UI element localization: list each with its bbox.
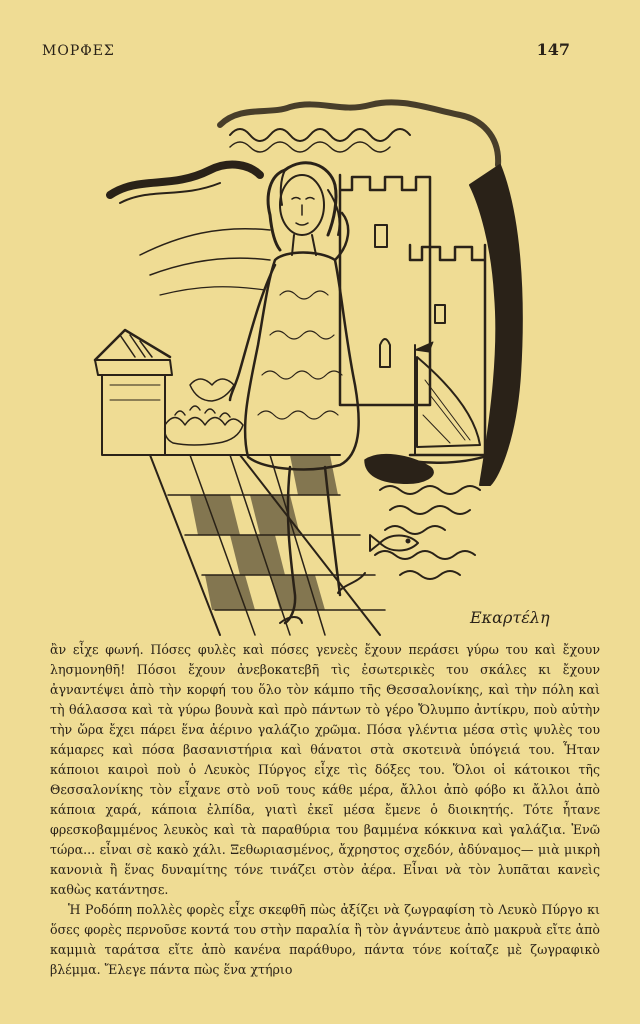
page-number: 147	[536, 40, 570, 59]
paragraph: Ἡ Ροδόπη πολλὲς φορὲς εἶχε σκεφθῆ πὼς ἀξίζει νὰ ζωγραφίση τὸ Λευκὸ Πύργο κι ὅσες φορὲς περνοῦσε κοντά του στὴν παραλία ἢ τὸν ἀγνάντευε ἀπὸ μακρυὰ εἴτε ἀπὸ καμμιὰ ταράτσα εἴτε ἀπὸ κανένα παράθυρο, πάντα τόνε κοίταζε μὲ ζωγραφικὸ βλέμμα. Ἔλεγε πάντα πὼς ἕνα χτήριο	[50, 902, 600, 977]
sea-waves	[375, 486, 480, 579]
page-header	[42, 40, 570, 59]
white-tower	[340, 175, 485, 455]
body-text	[50, 640, 600, 980]
paragraph: ἂν εἶχε φωνή. Πόσες φυλὲς καὶ πόσες γενεὲς ἔχουν περάσει γύρω του καὶ ἔχουν λησμονηθῆ! Πόσοι ἔχουν ἀνεβοκατεβῆ τὶς ἐσωτερικὲς του σκάλες κι ἔχουν ἀγναντέψει ἀπὸ τὴν κορφή του ὅλο τὸν κάμπο τῆς Θεσσαλονίκης, καὶ τὴν πόλη καὶ τὴ θάλασσα καὶ τὰ γύρω βουνὰ καὶ πρὸ πάντων τὸ γέρο Ὄλυμπο ἀντίκρυ, ποὺ αὐτὴν τὴν ὥρα ἔχει πάρει ἕνα ἀέρινο γαλάζιο χρῶμα. Πόσα γλέντια μέσα στὶς ψυλὲς του κάμαρες καὶ πόσα βασανιστήρια καὶ θάνατοι στὰ σκοτεινὰ ὑπόγειά του. Ἦταν κάποιοι καιροὶ ποὺ ὁ Λευκὸς Πύργος εἶχε τὶς δόξες του. Ὅλοι οἱ κάτοικοι τῆς Θεσσαλονίκης τὸν εἶχανε στὸ νοῦ τους κάθε μέρα, ἄλλοι ἀπὸ φόβο κι ἄλλοι ἀπὸ κάποια χαρά, κάποια ἐλπίδα, γιατὶ ἐκεῖ μέσα ἔμενε ὁ διοικητής. Τότε ἦτανε φρεσκοβαμμένος λευκὸς καὶ τὰ παραθύρια του βαμμένα κόκκινα καὶ γαλάζια. Ἐνῶ τώρα... εἶναι σὲ κακὸ χάλι. Ξεθωριασμένος, ἄχρηστος σχεδόν, ἀδύναμος— μιὰ μικρὴ κανονιὰ ἢ ἕνας δυναμίτης τόνε τινάζει στὸν ἀέρα. Εἶναι νὰ τὸν λυπᾶται κανεὶς καθὼς κατάντησε.	[50, 642, 600, 897]
hills	[110, 165, 260, 195]
fish	[370, 535, 418, 551]
checkered-floor	[150, 455, 385, 635]
flower-bushes	[165, 379, 243, 445]
sky-scribble	[220, 102, 498, 165]
sailboat	[390, 342, 490, 463]
kiosk	[95, 330, 172, 455]
running-head: ΜΟΡΦΕΣ	[42, 43, 115, 59]
ink-illustration	[80, 95, 550, 635]
dark-rock	[365, 455, 433, 484]
artist-signature: Εκαρτέλη	[470, 608, 550, 627]
